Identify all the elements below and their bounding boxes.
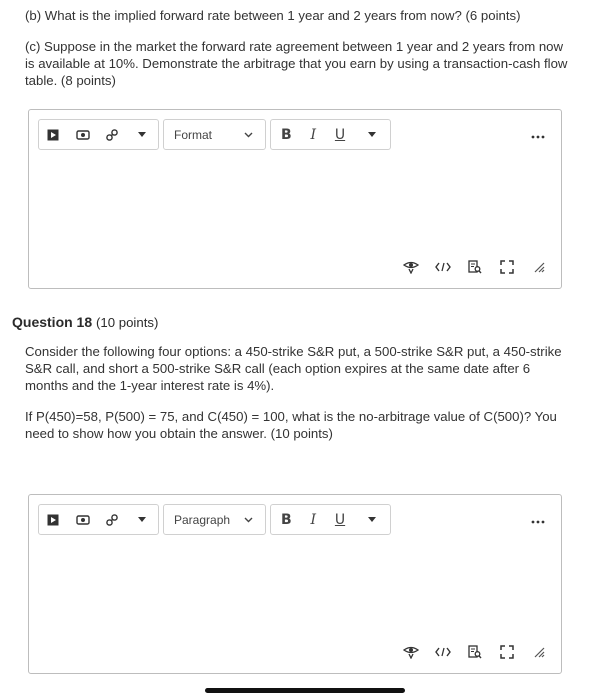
paragraph-select[interactable] [163, 504, 266, 535]
chevron-down-icon [240, 127, 256, 143]
question-18-paragraph-2: If P(450)=58, P(500) = 75, and C(450) = 100, what is the no-arbitrage value of C(500)? You need to show how you obtain the answer. (10 points) [25, 409, 557, 441]
answer-editor-2[interactable] [28, 494, 562, 674]
style-group [270, 504, 391, 535]
more-options-icon[interactable] [531, 126, 545, 136]
format-select-label: Format [174, 127, 213, 142]
more-options-icon[interactable] [531, 511, 545, 521]
italic-button[interactable]: I [310, 126, 317, 143]
link-icon[interactable] [104, 127, 120, 143]
paragraph-select-label: Paragraph [174, 512, 231, 527]
underline-button[interactable]: U [334, 511, 346, 528]
link-icon[interactable] [104, 512, 120, 528]
html-source-icon[interactable] [435, 259, 451, 275]
image-icon[interactable] [75, 127, 91, 143]
underline-button[interactable]: U [334, 126, 346, 143]
question-b-text: (b) What is the implied forward rate between 1 year and 2 years from now? (6 points) [25, 8, 521, 23]
video-icon[interactable] [45, 512, 61, 528]
preview-icon[interactable] [467, 259, 483, 275]
question-number: Question 18 [12, 314, 93, 330]
question-18-paragraph-1: Consider the following four options: a 450-strike S&R put, a 500-strike S&R put, a 450-strike S&R call, and short a 500-strike S&R call (each option expires at the same date after 6 months and the 1-year interest rate is 4%). [25, 344, 562, 393]
image-icon[interactable] [75, 512, 91, 528]
italic-button[interactable]: I [310, 511, 317, 528]
question-18-heading [12, 314, 158, 330]
insert-dropdown-icon[interactable] [134, 512, 150, 528]
accessibility-checker-icon[interactable] [403, 259, 419, 275]
preview-icon[interactable] [467, 644, 483, 660]
insert-group [38, 119, 159, 150]
style-dropdown-icon[interactable] [364, 127, 380, 143]
style-group [270, 119, 391, 150]
home-indicator[interactable] [205, 688, 405, 693]
editor-bottom-tools [403, 259, 547, 275]
fullscreen-icon[interactable] [499, 259, 515, 275]
resize-handle-icon[interactable] [531, 259, 547, 275]
bold-button[interactable]: B [281, 511, 292, 528]
editor-bottom-tools [403, 644, 547, 660]
answer-editor-1[interactable] [28, 109, 562, 289]
accessibility-checker-icon[interactable] [403, 644, 419, 660]
style-dropdown-icon[interactable] [364, 512, 380, 528]
question-points: (10 points) [96, 315, 159, 330]
chevron-down-icon [240, 512, 256, 528]
editor-toolbar [38, 119, 391, 150]
fullscreen-icon[interactable] [499, 644, 515, 660]
video-icon[interactable] [45, 127, 61, 143]
bold-button[interactable]: B [281, 126, 292, 143]
html-source-icon[interactable] [435, 644, 451, 660]
question-c-text: (c) Suppose in the market the forward rate agreement between 1 year and 2 years from now is available at 10%. Demonstrate the arbitrage that you earn by using a transaction-cash flow table. (8 points) [25, 39, 568, 88]
editor-toolbar [38, 504, 391, 535]
insert-dropdown-icon[interactable] [134, 127, 150, 143]
insert-group [38, 504, 159, 535]
resize-handle-icon[interactable] [531, 644, 547, 660]
format-select[interactable] [163, 119, 266, 150]
